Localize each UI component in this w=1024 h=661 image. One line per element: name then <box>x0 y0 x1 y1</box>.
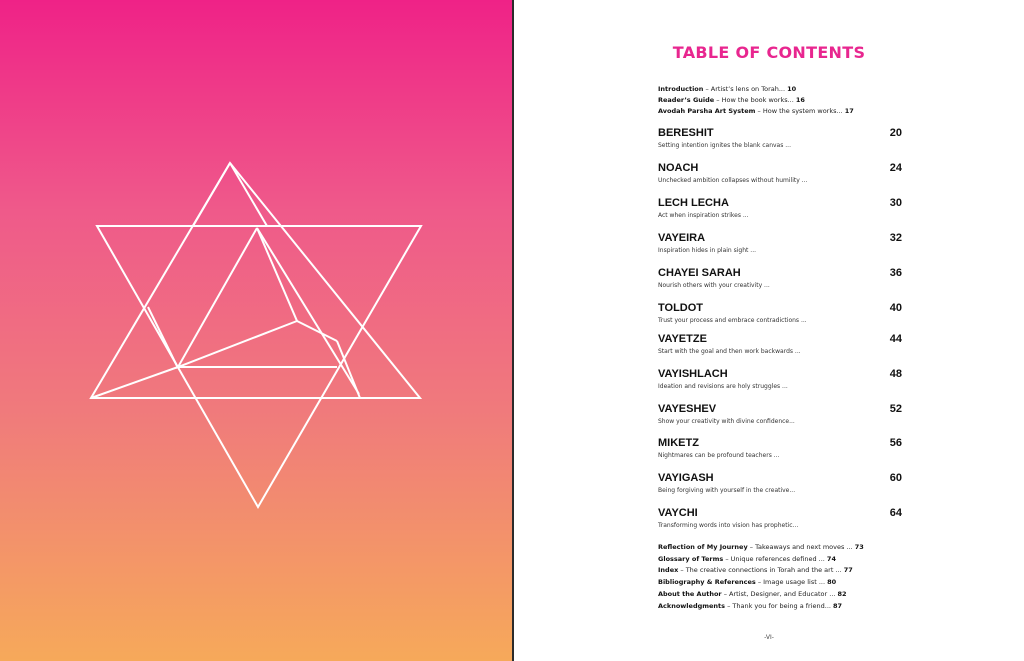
back-matter-page: 73 <box>854 543 864 551</box>
entry-subtitle: Trust your process and embrace contradictions ... <box>658 317 807 324</box>
entry-title: VAYESHEV <box>658 403 717 415</box>
front-matter-title: Reader’s Guide <box>658 96 715 104</box>
entry-page-number: 30 <box>889 197 902 209</box>
back-matter-desc: – Image usage list ... <box>755 578 828 587</box>
front-matter-item[interactable] <box>658 95 854 106</box>
entry-subtitle: Inspiration hides in plain sight ... <box>658 247 757 254</box>
back-matter-page: 80 <box>827 578 837 587</box>
back-matter-desc: – Artist, Designer, and Educator ... <box>721 589 838 598</box>
entry-subtitle: Setting intention ignites the blank canvas ... <box>658 142 791 149</box>
toc-entry-vaychi[interactable] <box>658 507 902 529</box>
back-matter-title: About the Author <box>658 589 722 598</box>
front-matter-item[interactable] <box>658 106 854 117</box>
entry-title: CHAYEI SARAH <box>658 267 741 279</box>
entry-title: VAYETZE <box>658 333 707 345</box>
back-matter-item[interactable] <box>658 589 864 601</box>
entry-title: VAYISHLACH <box>658 368 728 380</box>
front-matter-desc: – How the book works... <box>714 96 796 104</box>
toc-entry-chayei-sarah[interactable] <box>658 267 902 289</box>
front-matter-page: 10 <box>787 85 797 93</box>
toc-entry-vayigash[interactable] <box>658 472 902 494</box>
right-page-contents <box>514 0 1024 661</box>
toc-entry-lech-lecha[interactable] <box>658 197 902 219</box>
entry-page-number: 24 <box>889 162 902 174</box>
entry-page-number: 36 <box>889 267 902 279</box>
back-matter-item[interactable] <box>658 601 864 613</box>
entry-title: MIKETZ <box>658 437 699 449</box>
entry-subtitle: Show your creativity with divine confidence... <box>658 418 795 425</box>
back-matter-desc: – Takeaways and next moves ... <box>747 543 855 551</box>
back-matter-desc: – Unique references defined ... <box>723 554 827 563</box>
entry-page-number: 60 <box>889 472 902 484</box>
back-matter-title: Reflection of My Journey <box>658 543 748 551</box>
back-matter-item[interactable] <box>658 577 864 589</box>
back-matter-desc: – The creative connections in Torah and the art ... <box>678 566 844 575</box>
back-matter-item[interactable] <box>658 554 864 566</box>
entry-title: VAYEIRA <box>658 232 706 244</box>
front-matter-title: Avodah Parsha Art System <box>658 107 756 115</box>
entry-subtitle: Transforming words into vision has prophetic... <box>658 522 799 529</box>
back-matter-page: 74 <box>826 554 836 563</box>
entry-page-number: 64 <box>889 507 902 519</box>
entry-page-number: 20 <box>889 127 902 139</box>
toc-title: TABLE OF CONTENTS <box>672 43 866 62</box>
toc-entry-vayetze[interactable] <box>658 333 902 355</box>
back-matter-title: Index <box>658 566 679 575</box>
toc-entry-vayeshev[interactable] <box>658 403 902 425</box>
entry-page-number: 44 <box>889 333 902 345</box>
front-matter-desc: – How the system works... <box>755 107 845 115</box>
toc-entry-bereshit[interactable] <box>658 127 902 149</box>
entry-page-number: 56 <box>889 437 902 449</box>
back-matter-desc: – Thank you for being a friend... <box>725 601 834 610</box>
toc-entry-noach[interactable] <box>658 162 902 184</box>
back-matter-page: 82 <box>837 589 847 598</box>
front-matter-list <box>658 84 854 117</box>
back-matter-page: 77 <box>843 566 853 575</box>
back-matter-title: Glossary of Terms <box>658 554 724 563</box>
entry-title: NOACH <box>658 162 699 174</box>
toc-entry-miketz[interactable] <box>658 437 902 459</box>
entry-page-number: 48 <box>889 368 902 380</box>
entry-subtitle: Nightmares can be profound teachers ... <box>658 452 780 459</box>
back-matter-item[interactable] <box>658 542 864 554</box>
front-matter-page: 16 <box>795 96 805 104</box>
back-matter-list <box>658 542 864 612</box>
entry-subtitle: Ideation and revisions are holy struggles ... <box>658 383 788 390</box>
front-matter-desc: – Artist’s lens on Torah... <box>703 85 788 93</box>
toc-entry-toldot[interactable] <box>658 302 902 324</box>
entry-page-number: 40 <box>889 302 902 314</box>
entry-title: BERESHIT <box>658 127 714 139</box>
entry-subtitle: Unchecked ambition collapses without humility ... <box>658 177 808 184</box>
entry-title: VAYCHI <box>658 507 698 519</box>
entry-subtitle: Nourish others with your creativity ... <box>658 282 770 289</box>
back-matter-page: 87 <box>833 601 843 610</box>
entry-page-number: 52 <box>889 403 902 415</box>
back-matter-item[interactable] <box>658 565 864 577</box>
back-matter-title: Acknowledgments <box>658 601 726 610</box>
front-matter-page: 17 <box>844 107 854 115</box>
entry-subtitle: Start with the goal and then work backwards ... <box>658 348 801 355</box>
entry-title: TOLDOT <box>658 302 704 314</box>
entry-subtitle: Act when inspiration strikes ... <box>658 212 749 219</box>
entry-page-number: 32 <box>889 232 902 244</box>
toc-entry-vayeira[interactable] <box>658 232 902 254</box>
entry-title: VAYIGASH <box>658 472 714 484</box>
toc-entry-vayishlach[interactable] <box>658 368 902 390</box>
entry-title: LECH LECHA <box>658 197 729 209</box>
back-matter-title: Bibliography & References <box>658 578 756 587</box>
page-number: -VI- <box>764 634 774 641</box>
front-matter-item[interactable] <box>658 84 854 95</box>
entry-subtitle: Being forgiving with yourself in the creative... <box>658 487 796 494</box>
front-matter-title: Introduction <box>658 85 704 93</box>
